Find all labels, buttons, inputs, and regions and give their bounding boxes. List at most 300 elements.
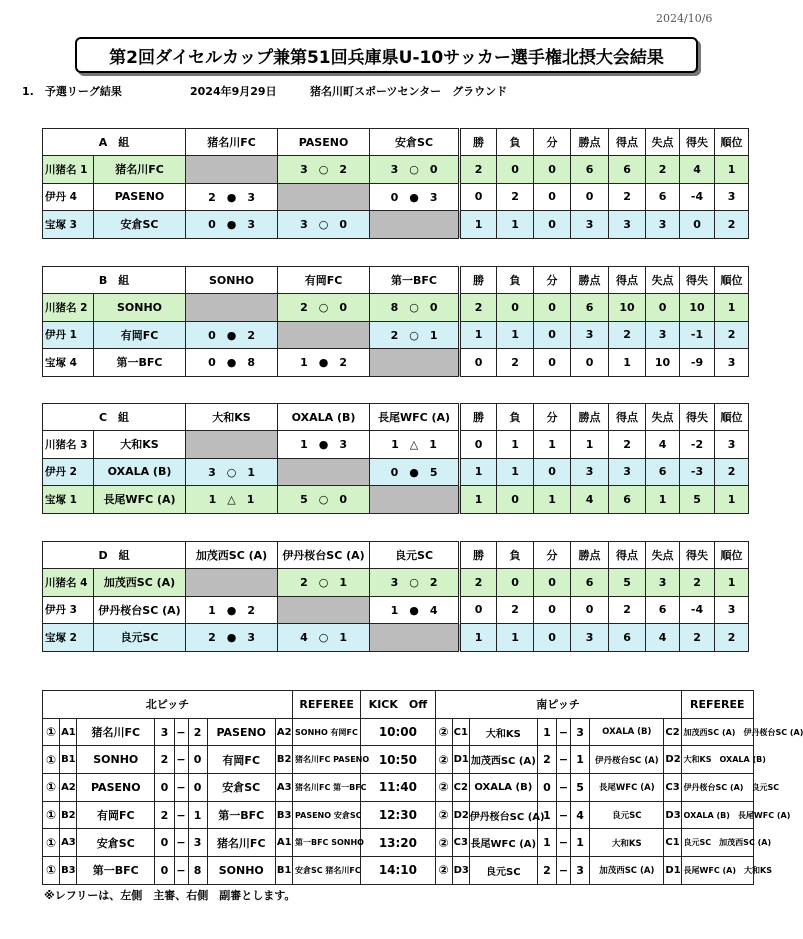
stat-header: 分 xyxy=(534,542,571,569)
referee-pair: 猪名川FC 第一BFC xyxy=(293,774,361,802)
stat-value: 0 xyxy=(497,569,534,597)
match-result: 5 ○ 0 xyxy=(278,486,370,514)
stat-header: 順位 xyxy=(715,542,749,569)
team-row xyxy=(43,156,749,184)
home-team: 伊丹桜台SC (A) xyxy=(469,801,537,829)
kickoff-time: 11:40 xyxy=(361,774,435,802)
court-number: ① xyxy=(43,829,60,857)
slot-code: D1 xyxy=(664,857,681,885)
stat-header: 勝 xyxy=(460,404,497,431)
score-dash: − xyxy=(174,774,188,802)
team-name: 有岡FC xyxy=(94,321,186,349)
team-row xyxy=(43,211,749,239)
slot-code: A1 xyxy=(275,829,292,857)
stat-value: 2 xyxy=(497,596,534,624)
stat-value: 1 xyxy=(646,486,680,514)
stat-value: 3 xyxy=(646,321,680,349)
score-dash: − xyxy=(174,718,188,746)
team-row xyxy=(43,458,749,486)
stat-value: 2 xyxy=(460,294,497,322)
away-team: 猪名川FC xyxy=(207,829,275,857)
print-date: 2024/10/6 xyxy=(656,12,713,25)
blank-cell xyxy=(370,624,460,652)
stat-header: 分 xyxy=(534,129,571,156)
score: 2 xyxy=(155,801,174,829)
away-team: 安倉SC xyxy=(207,774,275,802)
team-name: SONHO xyxy=(94,294,186,322)
match-result: 0 ● 3 xyxy=(370,183,460,211)
stat-value: 3 xyxy=(571,321,609,349)
stat-value: 1 xyxy=(715,569,749,597)
stat-header: 勝 xyxy=(460,267,497,294)
court-number: ② xyxy=(435,829,452,857)
score: 2 xyxy=(537,857,556,885)
stat-value: 6 xyxy=(571,156,609,184)
group-name: C 組 xyxy=(43,404,186,431)
stat-value: 5 xyxy=(680,486,715,514)
stat-header: 負 xyxy=(497,404,534,431)
stat-header: 得点 xyxy=(609,404,646,431)
match-result: 3 ○ 1 xyxy=(186,458,278,486)
stat-header: 勝 xyxy=(460,542,497,569)
column-team-header: PASENO xyxy=(278,129,370,156)
stat-header: 分 xyxy=(534,267,571,294)
match-result: 1 ● 3 xyxy=(278,431,370,459)
score-dash: − xyxy=(557,774,571,802)
stat-header: 失点 xyxy=(646,542,680,569)
stat-value: 1 xyxy=(460,211,497,239)
stat-value: 1 xyxy=(497,211,534,239)
court-number: ② xyxy=(435,801,452,829)
match-result: 3 ○ 2 xyxy=(370,569,460,597)
slot-code: A3 xyxy=(275,774,292,802)
score: 8 xyxy=(188,857,207,885)
referee-header: REFEREE xyxy=(293,691,361,719)
score: 3 xyxy=(155,718,174,746)
seed-label: 川猪名 2 xyxy=(43,294,94,322)
slot-code: D3 xyxy=(664,801,681,829)
stat-header: 勝点 xyxy=(571,129,609,156)
blank-cell xyxy=(370,486,460,514)
score: 2 xyxy=(155,746,174,774)
group-table xyxy=(42,266,749,377)
seed-label: 宝塚 3 xyxy=(43,211,94,239)
stat-value: 2 xyxy=(680,569,715,597)
stat-value: 0 xyxy=(534,349,571,377)
stat-value: 1 xyxy=(460,486,497,514)
stat-value: 2 xyxy=(609,321,646,349)
stat-value: 1 xyxy=(609,349,646,377)
seed-label: 川猪名 1 xyxy=(43,156,94,184)
score: 0 xyxy=(188,746,207,774)
team-name: 安倉SC xyxy=(94,211,186,239)
column-team-header: 安倉SC xyxy=(370,129,460,156)
south-pitch-header: 南ピッチ xyxy=(435,691,681,719)
stat-value: 5 xyxy=(609,569,646,597)
away-team: 大和KS xyxy=(590,829,664,857)
match-result: 3 ○ 2 xyxy=(278,156,370,184)
seed-label: 宝塚 1 xyxy=(43,486,94,514)
stat-value: 0 xyxy=(571,349,609,377)
venue: 猪名川町スポーツセンター グラウンド xyxy=(310,85,508,98)
slot-code: B3 xyxy=(60,857,77,885)
stat-value: 3 xyxy=(571,211,609,239)
score: 2 xyxy=(537,746,556,774)
column-team-header: OXALA (B) xyxy=(278,404,370,431)
score-dash: − xyxy=(174,829,188,857)
court-number: ① xyxy=(43,718,60,746)
stat-value: 1 xyxy=(497,624,534,652)
column-team-header: 良元SC xyxy=(370,542,460,569)
score: 1 xyxy=(571,829,590,857)
match-result: 0 ● 5 xyxy=(370,458,460,486)
team-name: 伊丹桜台SC (A) xyxy=(94,596,186,624)
stat-value: 3 xyxy=(715,596,749,624)
match-result: 1 ● 4 xyxy=(370,596,460,624)
referee-pair: 安倉SC 猪名川FC xyxy=(293,857,361,885)
team-row xyxy=(43,349,749,377)
blank-cell xyxy=(278,458,370,486)
stat-header: 勝点 xyxy=(571,542,609,569)
stat-value: 0 xyxy=(534,569,571,597)
slot-code: C2 xyxy=(664,718,681,746)
team-name: 良元SC xyxy=(94,624,186,652)
referee-pair: 伊丹桜台SC (A) 良元SC xyxy=(681,774,753,802)
group-table xyxy=(42,403,749,514)
score-dash: − xyxy=(557,718,571,746)
match-result: 0 ● 8 xyxy=(186,349,278,377)
referee-pair: 加茂西SC (A) 伊丹桜台SC (A) xyxy=(681,718,753,746)
score: 3 xyxy=(571,718,590,746)
away-team: 長尾WFC (A) xyxy=(590,774,664,802)
away-team: 良元SC xyxy=(590,801,664,829)
match-result: 8 ○ 0 xyxy=(370,294,460,322)
team-row xyxy=(43,294,749,322)
stat-value: 0 xyxy=(571,596,609,624)
home-team: PASENO xyxy=(77,774,155,802)
stat-value: 6 xyxy=(646,458,680,486)
slot-code: A3 xyxy=(60,829,77,857)
stat-header: 得点 xyxy=(609,542,646,569)
stat-value: 1 xyxy=(460,624,497,652)
kickoff-time: 14:10 xyxy=(361,857,435,885)
stat-value: 1 xyxy=(497,458,534,486)
team-name: 長尾WFC (A) xyxy=(94,486,186,514)
away-team: SONHO xyxy=(207,857,275,885)
team-row xyxy=(43,431,749,459)
slot-code: D3 xyxy=(452,857,469,885)
stat-header: 分 xyxy=(534,404,571,431)
score: 1 xyxy=(537,801,556,829)
stat-value: 6 xyxy=(609,156,646,184)
slot-code: A2 xyxy=(275,718,292,746)
score: 2 xyxy=(188,718,207,746)
stat-value: 6 xyxy=(571,294,609,322)
team-row xyxy=(43,569,749,597)
kickoff-time: 12:30 xyxy=(361,801,435,829)
stat-header: 失点 xyxy=(646,404,680,431)
column-team-header: 伊丹桜台SC (A) xyxy=(278,542,370,569)
stat-header: 得失 xyxy=(680,404,715,431)
column-team-header: 猪名川FC xyxy=(186,129,278,156)
stat-value: -1 xyxy=(680,321,715,349)
blank-cell xyxy=(186,156,278,184)
schedule-row xyxy=(43,746,754,774)
stat-header: 得失 xyxy=(680,129,715,156)
group-name: A 組 xyxy=(43,129,186,156)
court-number: ① xyxy=(43,746,60,774)
blank-cell xyxy=(370,211,460,239)
stat-value: 3 xyxy=(715,431,749,459)
slot-code: A1 xyxy=(60,718,77,746)
stat-value: 4 xyxy=(680,156,715,184)
schedule-row xyxy=(43,829,754,857)
stat-value: 0 xyxy=(571,183,609,211)
stat-header: 勝点 xyxy=(571,404,609,431)
stat-value: 10 xyxy=(680,294,715,322)
stat-value: 1 xyxy=(497,431,534,459)
score: 0 xyxy=(188,774,207,802)
blank-cell xyxy=(186,294,278,322)
referee-note: ※レフリーは、左側 主審、右側 副審とします。 xyxy=(44,889,296,902)
stat-header: 失点 xyxy=(646,267,680,294)
home-team: 加茂西SC (A) xyxy=(469,746,537,774)
team-row xyxy=(43,596,749,624)
score: 0 xyxy=(155,774,174,802)
slot-code: C1 xyxy=(664,829,681,857)
referee-pair: 良元SC 加茂西SC (A) xyxy=(681,829,753,857)
seed-label: 伊丹 4 xyxy=(43,183,94,211)
stat-value: 6 xyxy=(571,569,609,597)
stat-value: 0 xyxy=(534,211,571,239)
column-team-header: 大和KS xyxy=(186,404,278,431)
stat-value: 2 xyxy=(497,183,534,211)
column-team-header: 第一BFC xyxy=(370,267,460,294)
court-number: ② xyxy=(435,857,452,885)
slot-code: B2 xyxy=(60,801,77,829)
stat-value: 10 xyxy=(609,294,646,322)
group-table xyxy=(42,541,749,652)
stat-value: 0 xyxy=(534,321,571,349)
stat-value: -2 xyxy=(680,431,715,459)
kickoff-header: KICK Off xyxy=(361,691,435,719)
stat-value: 4 xyxy=(646,624,680,652)
stat-value: 0 xyxy=(534,624,571,652)
stat-header: 負 xyxy=(497,542,534,569)
stat-value: 0 xyxy=(534,458,571,486)
stat-value: 0 xyxy=(680,211,715,239)
team-row xyxy=(43,183,749,211)
referee-pair: OXALA (B) 長尾WFC (A) xyxy=(681,801,753,829)
stat-value: 0 xyxy=(497,486,534,514)
stat-value: 2 xyxy=(609,431,646,459)
referee-pair: PASENO 安倉SC xyxy=(293,801,361,829)
kickoff-time: 10:50 xyxy=(361,746,435,774)
match-result: 3 ○ 0 xyxy=(370,156,460,184)
stat-header: 勝 xyxy=(460,129,497,156)
score-dash: − xyxy=(557,801,571,829)
stat-header: 順位 xyxy=(715,404,749,431)
match-result: 1 △ 1 xyxy=(370,431,460,459)
stat-header: 得失 xyxy=(680,542,715,569)
stat-value: 4 xyxy=(571,486,609,514)
stat-value: 2 xyxy=(609,596,646,624)
stat-value: -9 xyxy=(680,349,715,377)
stat-value: 6 xyxy=(609,486,646,514)
score: 4 xyxy=(571,801,590,829)
team-name: PASENO xyxy=(94,183,186,211)
slot-code: D2 xyxy=(664,746,681,774)
stat-value: 1 xyxy=(460,321,497,349)
away-team: 加茂西SC (A) xyxy=(590,857,664,885)
stat-header: 勝点 xyxy=(571,267,609,294)
stat-value: 3 xyxy=(715,349,749,377)
stat-value: 4 xyxy=(646,431,680,459)
blank-cell xyxy=(278,183,370,211)
stat-value: 10 xyxy=(646,349,680,377)
stat-value: 3 xyxy=(609,211,646,239)
stat-header: 負 xyxy=(497,129,534,156)
stat-value: 1 xyxy=(534,486,571,514)
stat-value: 1 xyxy=(460,458,497,486)
stat-value: 1 xyxy=(497,321,534,349)
schedule-row xyxy=(43,801,754,829)
match-result: 4 ○ 1 xyxy=(278,624,370,652)
blank-cell xyxy=(186,569,278,597)
stat-header: 得点 xyxy=(609,129,646,156)
referee-pair: SONHO 有岡FC xyxy=(293,718,361,746)
stat-value: 0 xyxy=(534,596,571,624)
score-dash: − xyxy=(557,857,571,885)
court-number: ① xyxy=(43,801,60,829)
court-number: ② xyxy=(435,774,452,802)
stat-value: 2 xyxy=(460,156,497,184)
team-name: OXALA (B) xyxy=(94,458,186,486)
score-dash: − xyxy=(174,801,188,829)
referee-pair: 第一BFC SONHO xyxy=(293,829,361,857)
score: 0 xyxy=(537,774,556,802)
slot-code: B1 xyxy=(275,857,292,885)
home-team: 大和KS xyxy=(469,718,537,746)
score: 1 xyxy=(537,718,556,746)
stat-value: 0 xyxy=(460,431,497,459)
blank-cell xyxy=(278,321,370,349)
seed-label: 伊丹 1 xyxy=(43,321,94,349)
home-team: 良元SC xyxy=(469,857,537,885)
stat-header: 失点 xyxy=(646,129,680,156)
group-name: D 組 xyxy=(43,542,186,569)
stat-value: 1 xyxy=(571,431,609,459)
stat-header: 負 xyxy=(497,267,534,294)
north-pitch-header: 北ピッチ xyxy=(43,691,293,719)
score: 1 xyxy=(571,746,590,774)
stat-value: 0 xyxy=(534,156,571,184)
stat-value: 3 xyxy=(609,458,646,486)
slot-code: A2 xyxy=(60,774,77,802)
stat-value: 2 xyxy=(460,569,497,597)
stat-value: 0 xyxy=(497,294,534,322)
match-result: 1 ● 2 xyxy=(186,596,278,624)
stat-value: 2 xyxy=(609,183,646,211)
stat-value: -4 xyxy=(680,183,715,211)
score-dash: − xyxy=(557,829,571,857)
stat-value: 6 xyxy=(646,596,680,624)
away-team: 第一BFC xyxy=(207,801,275,829)
slot-code: B1 xyxy=(60,746,77,774)
score: 3 xyxy=(188,829,207,857)
score: 5 xyxy=(571,774,590,802)
score: 3 xyxy=(571,857,590,885)
referee-pair: 猪名川FC PASENO xyxy=(293,746,361,774)
team-row xyxy=(43,486,749,514)
match-result: 0 ● 2 xyxy=(186,321,278,349)
stat-value: 2 xyxy=(646,156,680,184)
court-number: ② xyxy=(435,718,452,746)
team-row xyxy=(43,321,749,349)
match-result: 2 ● 3 xyxy=(186,183,278,211)
match-result: 2 ○ 1 xyxy=(370,321,460,349)
slot-code: B3 xyxy=(275,801,292,829)
score: 1 xyxy=(188,801,207,829)
away-team: 有岡FC xyxy=(207,746,275,774)
team-row xyxy=(43,624,749,652)
stat-value: 6 xyxy=(609,624,646,652)
stat-value: 0 xyxy=(460,596,497,624)
slot-code: D2 xyxy=(452,801,469,829)
seed-label: 川猪名 3 xyxy=(43,431,94,459)
stat-value: 1 xyxy=(534,431,571,459)
slot-code: C3 xyxy=(664,774,681,802)
away-team: OXALA (B) xyxy=(590,718,664,746)
home-team: 猪名川FC xyxy=(77,718,155,746)
column-team-header: 加茂西SC (A) xyxy=(186,542,278,569)
kickoff-time: 13:20 xyxy=(361,829,435,857)
stat-value: 0 xyxy=(460,349,497,377)
stat-value: 2 xyxy=(680,624,715,652)
referee-pair: 長尾WFC (A) 大和KS xyxy=(681,857,753,885)
column-team-header: 長尾WFC (A) xyxy=(370,404,460,431)
court-number: ① xyxy=(43,774,60,802)
team-name: 加茂西SC (A) xyxy=(94,569,186,597)
stat-value: 3 xyxy=(646,211,680,239)
seed-label: 宝塚 4 xyxy=(43,349,94,377)
stat-value: 2 xyxy=(715,211,749,239)
stat-value: 2 xyxy=(497,349,534,377)
seed-label: 宝塚 2 xyxy=(43,624,94,652)
match-result: 2 ● 3 xyxy=(186,624,278,652)
slot-code: C1 xyxy=(452,718,469,746)
slot-code: C3 xyxy=(452,829,469,857)
stat-value: 0 xyxy=(646,294,680,322)
slot-code: D1 xyxy=(452,746,469,774)
home-team: 第一BFC xyxy=(77,857,155,885)
score-dash: − xyxy=(557,746,571,774)
page-title: 第2回ダイセルカップ兼第51回兵庫県U-10サッカー選手権北摂大会結果 xyxy=(75,37,698,73)
match-result: 0 ● 3 xyxy=(186,211,278,239)
column-team-header: SONHO xyxy=(186,267,278,294)
match-result: 1 △ 1 xyxy=(186,486,278,514)
score: 0 xyxy=(155,857,174,885)
match-result: 3 ○ 0 xyxy=(278,211,370,239)
blank-cell xyxy=(278,596,370,624)
schedule-row xyxy=(43,718,754,746)
seed-label: 川猪名 4 xyxy=(43,569,94,597)
stat-header: 順位 xyxy=(715,129,749,156)
stat-header: 得失 xyxy=(680,267,715,294)
schedule-row xyxy=(43,857,754,885)
home-team: OXALA (B) xyxy=(469,774,537,802)
referee-header-2: REFEREE xyxy=(681,691,753,719)
